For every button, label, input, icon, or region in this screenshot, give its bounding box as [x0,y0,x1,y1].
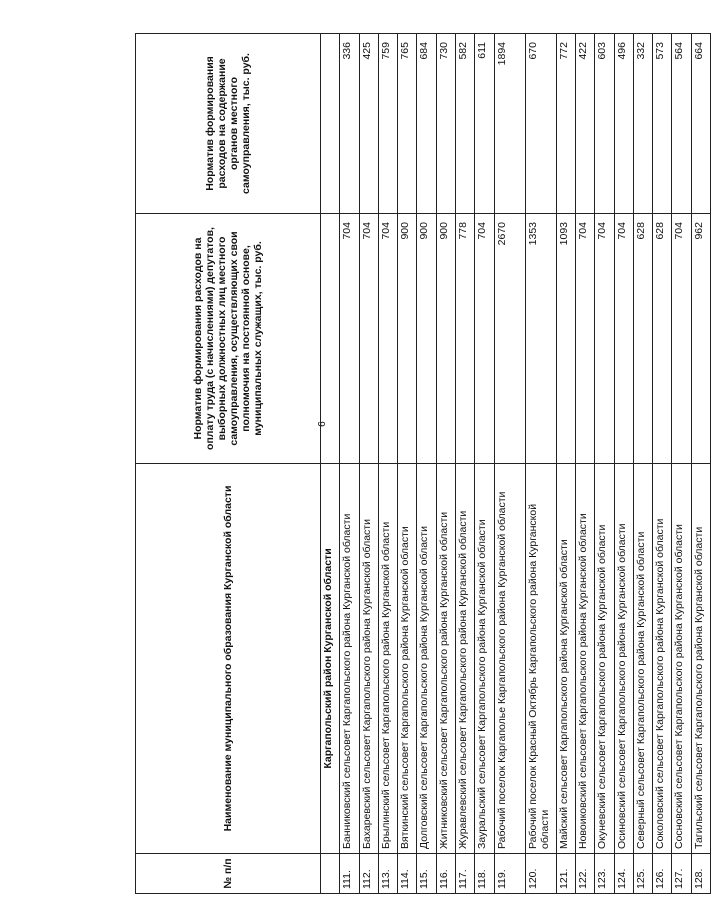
row-maintenance-norm: 1894 [494,34,525,214]
table-row [525,34,556,894]
row-maintenance-norm: 611 [475,34,494,214]
table-row [633,34,652,894]
row-municipality: Банниковский сельсовет Каргапольского района Курганской области [340,464,359,854]
row-maintenance-norm: 332 [633,34,652,214]
row-maintenance-norm: 496 [614,34,633,214]
table-body [321,34,711,894]
row-municipality: Житниковский сельсовет Каргапольского района Курганской области [436,464,455,854]
row-number: 115. [417,854,436,894]
row-number: 114. [398,854,417,894]
row-labor-norm: 628 [633,214,652,464]
table-row [378,34,397,894]
table-row [595,34,614,894]
row-labor-norm: 704 [575,214,594,464]
row-maintenance-norm: 336 [340,34,359,214]
row-labor-norm: 900 [417,214,436,464]
table-row [456,34,475,894]
row-number: 126. [653,854,672,894]
norms-table [135,33,711,894]
row-labor-norm: 704 [359,214,378,464]
header-labor-norm: Норматив формирования расходов на оплату труда (с начислениями) депутатов, выборных должностных лиц местного самоуправления, осуществляющих свои полномочия на постоянной основе, муниципальных служащих, тыс. руб. [136,214,321,464]
row-municipality: Осиновский сельсовет Каргапольского района Курганской области [614,464,633,854]
row-number: 128. [691,854,710,894]
row-labor-norm: 704 [672,214,691,464]
row-number: 119. [494,854,525,894]
row-labor-norm: 704 [340,214,359,464]
table-row [417,34,436,894]
table-row [436,34,455,894]
table-row [398,34,417,894]
row-municipality: Соколовский сельсовет Каргапольского района Курганской области [653,464,672,854]
section-row [321,34,340,894]
section-empty-cell [321,34,340,214]
row-municipality: Тагильский сельсовет Каргапольского района Курганской области [691,464,710,854]
table-header-row [136,34,321,894]
row-maintenance-norm: 603 [595,34,614,214]
table-row [475,34,494,894]
row-number: 117. [456,854,475,894]
table-row [359,34,378,894]
row-maintenance-norm: 582 [456,34,475,214]
table-row [614,34,633,894]
row-municipality: Новоиковский сельсовет Каргапольского района Курганской области [575,464,594,854]
page-number: 9 [315,421,326,427]
row-maintenance-norm: 684 [417,34,436,214]
row-municipality: Майский сельсовет Каргапольского района Курганской области [556,464,575,854]
table-row [575,34,594,894]
row-number: 121. [556,854,575,894]
row-municipality: Рабочий поселок Каргаполье Каргапольского района Курганской области [494,464,525,854]
row-number: 127. [672,854,691,894]
row-labor-norm: 962 [691,214,710,464]
header-municipality: Наименование муниципального образования Курганской области [136,464,321,854]
row-labor-norm: 778 [456,214,475,464]
table-row [672,34,691,894]
row-maintenance-norm: 664 [691,34,710,214]
row-labor-norm: 1093 [556,214,575,464]
row-municipality: Бахаревский сельсовет Каргапольского района Курганской области [359,464,378,854]
table-row [340,34,359,894]
row-labor-norm: 2670 [494,214,525,464]
row-number: 112. [359,854,378,894]
row-labor-norm: 900 [436,214,455,464]
row-labor-norm: 900 [398,214,417,464]
row-maintenance-norm: 573 [653,34,672,214]
row-number: 113. [378,854,397,894]
row-maintenance-norm: 670 [525,34,556,214]
table-row [494,34,525,894]
row-maintenance-norm: 759 [378,34,397,214]
table-row [691,34,710,894]
row-maintenance-norm: 425 [359,34,378,214]
row-number: 116. [436,854,455,894]
row-maintenance-norm: 564 [672,34,691,214]
row-number: 124. [614,854,633,894]
row-number: 111. [340,854,359,894]
row-municipality: Журавлевский сельсовет Каргапольского района Курганской области [456,464,475,854]
row-number: 120. [525,854,556,894]
table-row [556,34,575,894]
row-maintenance-norm: 730 [436,34,455,214]
section-empty-cell [321,854,340,894]
row-municipality: Вяткинский сельсовет Каргапольского района Курганской области [398,464,417,854]
row-municipality: Сосновский сельсовет Каргапольского района Курганской области [672,464,691,854]
row-number: 122. [575,854,594,894]
row-maintenance-norm: 422 [575,34,594,214]
row-municipality: Зауральский сельсовет Каргапольского района Курганской области [475,464,494,854]
row-municipality: Брылинский сельсовет Каргапольского района Курганской области [378,464,397,854]
row-labor-norm: 704 [595,214,614,464]
row-maintenance-norm: 765 [398,34,417,214]
row-municipality: Северный сельсовет Каргапольского района Курганской области [633,464,652,854]
header-maintenance-norm: Норматив формирования расходов на содержание органов местного самоуправления, тыс. руб. [136,34,321,214]
row-labor-norm: 628 [653,214,672,464]
row-labor-norm: 704 [378,214,397,464]
row-municipality: Рабочий поселок Красный Октябрь Каргапольского района Курганской области [525,464,556,854]
row-number: 123. [595,854,614,894]
section-title: Каргапольский район Курганской области [321,464,340,854]
row-number: 125. [633,854,652,894]
row-number: 118. [475,854,494,894]
table-row [653,34,672,894]
row-labor-norm: 1353 [525,214,556,464]
row-labor-norm: 704 [614,214,633,464]
section-empty-cell [321,214,340,464]
row-municipality: Окуневский сельсовет Каргапольского района Курганской области [595,464,614,854]
row-maintenance-norm: 772 [556,34,575,214]
header-number: № п/п [136,854,321,894]
row-labor-norm: 704 [475,214,494,464]
row-municipality: Долговский сельсовет Каргапольского района Курганской области [417,464,436,854]
rotated-table-container [135,34,705,894]
